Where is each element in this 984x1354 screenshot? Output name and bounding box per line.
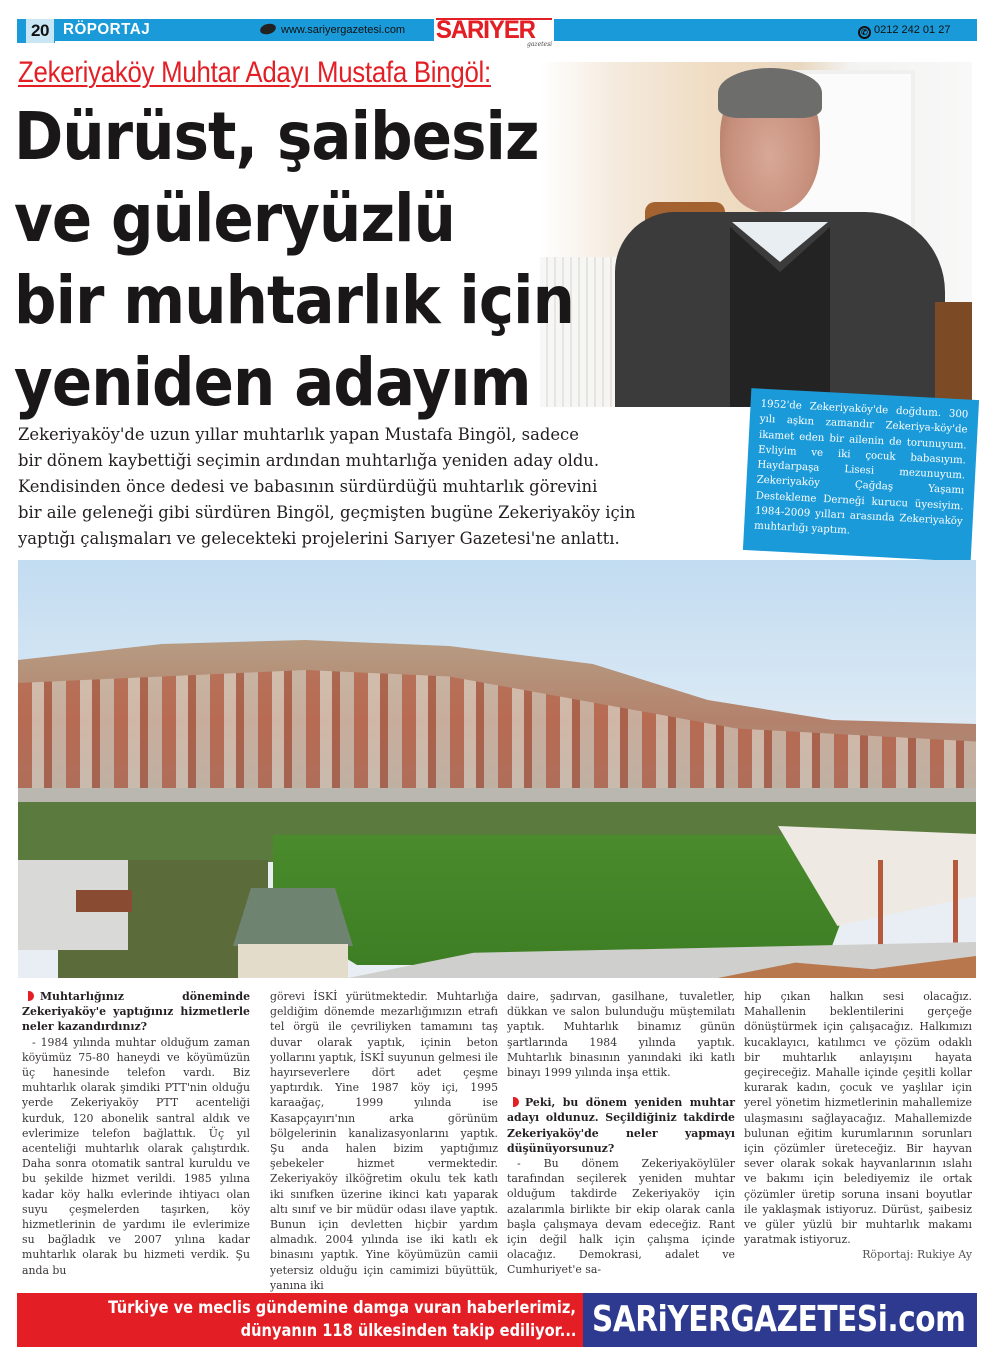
column-2 — [270, 989, 498, 1293]
column-1 — [22, 989, 250, 1278]
promo-line-1: Türkiye ve meclis gündemine damga vuran haberlerimiz, — [108, 1298, 576, 1318]
interview-answer-continued: daire, şadırvan, gasilhane, tuvaletler, dükkan ve salon bulunduğu müştemilatı yaptık. Muhtarlık binamız günün şartlarında 1984 yılında yaptık. Muhtarlık binasının yanındaki iki katlı binayı 1999 yılında inşa ettik. — [507, 990, 735, 1080]
newspaper-logo[interactable]: SARIYER — [436, 16, 535, 44]
globe-icon — [259, 22, 277, 36]
headline-line: ve güleryüzlü — [14, 180, 455, 257]
question-marker-icon — [28, 991, 34, 1001]
intro-line: Kendisinden önce dedesi ve babasının sürdürdüğü muhtarlık görevini — [18, 477, 598, 496]
article-body — [18, 989, 976, 1292]
bio-box: 1952'de Zekeriyaköy'de doğdum. 300 yılı aşkın zamandır Zekeriya-köy'de ikamet eden bir ailenin de torunuyum. Evliyim ve iki çocuk babasıyım. Haydarpaşa Lisesi mezunuyum. Zekeriyaköy Çağdaş Yaşamı Destekleme Derneği kurucu üyesiyim. 1984-2009 yılları arasında Zekeriyaköy muhtarlığı yaptım. — [743, 388, 979, 562]
logo-subtitle: gazetesi — [527, 41, 553, 48]
website-url: www.sariyergazetesi.com — [281, 24, 406, 36]
headline-line: bir muhtarlık için — [14, 262, 575, 339]
intro-line: bir dönem kaybettiği seçimin ardından muhtarlığa yeniden aday oldu. — [18, 451, 600, 470]
hut — [238, 944, 348, 978]
intro-paragraph — [18, 422, 738, 552]
website-link[interactable] — [260, 19, 405, 41]
column-4 — [744, 989, 972, 1263]
question-marker-icon — [513, 1097, 519, 1107]
interview-answer-continued: hip çıkan halkın sesi olacağız. Mahallenin beklentilerini gerçeğe dönüştürmek için çalışacağız. Halkımızı kucaklayıcı, katılımcı ve çözüm odaklı bir muhtarlık anlayışını hayata geçireceğiz. Mahalle içinde çeşitli kollar kurarak kadın, çocuk ve yaşlılar için yerel yönetim hizmetlerinin mahallemize ulaşmasını sağlayacağız. Mahallemizde bulunan eğitim kurumlarının sorunları için çözümler üreteceğiz. Bir hayvan sever olarak sokak hayvanlarının ıslahı ve bakımı için belediyemiz ile ortak çözümler üretip soruna insani boyutlar ile yaklaşmak istiyoruz. Dürüst, şaibesiz ve güler yüzlü bir muhtarlık makamı yaratmak istiyoruz. — [744, 990, 972, 1247]
phone-text: 0212 242 01 27 — [874, 24, 951, 36]
interview-answer: - 1984 yılında muhtar olduğum zaman köyümüz 75-80 haneydi ve köyümüzün üç hanesinde telefon vardı. Biz muhtarlık olarak şimdiki PTT'nin olduğu yerde Zekeriyaköy PTT acenteliği kurduk, 120 abonelik santral aldık ve evlerimize telefon bağlattık. Üç yıl acenteliği muhtarlık olarak çalıştırdık. Daha sonra otomatik santral kuruldu ve bu şekilde hizmet verildi. 1985 yılına kadar köy halkı evlerinde ihtiyacı olan suyu çeşmelerden taşırken, köy hizmetlerinin de yardımı ile evlerimize su bağladık ve 2007 yılına kadar muhtarlık olarak bu hizmeti verdik. Şu anda bu — [22, 1035, 250, 1277]
column-3 — [507, 989, 735, 1278]
phone-number — [858, 19, 950, 41]
byline: Röportaj: Rukiye Ay — [862, 1248, 972, 1262]
desk — [935, 302, 972, 407]
portrait-photo — [540, 62, 972, 407]
village-houses — [18, 670, 976, 800]
phone-icon: ✆ — [858, 26, 871, 39]
landscape-photo — [18, 560, 976, 978]
interview-question: Peki, bu dönem yeniden muhtar adayı oldunuz. Seçildiğiniz takdirde Zekeriyaköy'de neler yapmayı düşünüyorsunuz? — [507, 1096, 735, 1155]
road — [18, 788, 976, 802]
intro-line: yaptığı çalışmaları ve gelecekteki projelerini Sarıyer Gazetesi'ne anlattı. — [18, 529, 620, 548]
intro-line: bir aile geleneği gibi sürdüren Bingöl, geçmişten bugüne Zekeriyaköy için — [18, 503, 636, 522]
headline — [14, 96, 575, 424]
promo-website[interactable]: SARiYERGAZETESi.com — [592, 1299, 966, 1340]
promo-line-2: dünyanın 118 ülkesinden takip ediliyor... — [240, 1321, 576, 1341]
article-kicker: Zekeriyaköy Muhtar Adayı Mustafa Bingöl: — [18, 56, 491, 89]
interview-question: Muhtarlığınız döneminde Zekeriyaköy'e yaptığınız hizmetlerle neler kazandırdınız? — [22, 990, 250, 1034]
headline-line: yeniden adayım — [14, 344, 531, 421]
football-pitch — [273, 835, 873, 965]
grandstand-frame — [878, 860, 958, 950]
hut-roof — [233, 888, 353, 946]
hair — [718, 68, 822, 118]
interview-answer: - Bu dönem Zekeriyaköylüler tarafından seçilerek yeniden muhtar olduğum takdirde Zekeriyaköy için azalarımla birlikte bir ekip olarak canla başla çalışmaya devam edeceğiz. Rant için değil halk için çalışma içinde olacağız. Demokrasi, adalet ve Cumhuriyet'e sa- — [507, 1157, 735, 1277]
section-label: RÖPORTAJ — [63, 21, 151, 38]
interview-answer-continued: görevi İSKİ yürütmektedir. Muhtarlığa geldiğim dönemde mezarlığımızın etrafı tel örgü ile çevriliyken tamamını taş duvar olarak yaptık, içinin beton yollarını yaptık, İSKİ suyunun gelmesi ile hayırseverlere dört adet çeşme yaptırdık. Yine 1987 köy içi, 1995 karaağaç, 1999 yılında ise Kasapçayırı'nın arka görünüm bölgelerinin kanalizasyonlarını yaptık. Şu anda halen bizim yaptığımız şebekeler hizmet vermektedir. Zekeriyaköy ilköğretim okulu tek katlı iki sınıfken üzerine ikinci katı yaparak altı sınıf ve bir müdür odası ilave yaptık. Bunun için devletten hiçbir yardım almadık. 2004 yılında ise iki katlı ek binasını yaptık. Yine köyümüzün camii yetersiz olduğu için camimizi büyüttük, yanına iki — [270, 990, 498, 1292]
rusty-roof — [76, 890, 132, 912]
headline-line: Dürüst, şaibesiz — [14, 98, 539, 175]
intro-line: Zekeriyaköy'de uzun yıllar muhtarlık yapan Mustafa Bingöl, sadece — [18, 425, 579, 444]
page-number: 20 — [26, 19, 54, 43]
